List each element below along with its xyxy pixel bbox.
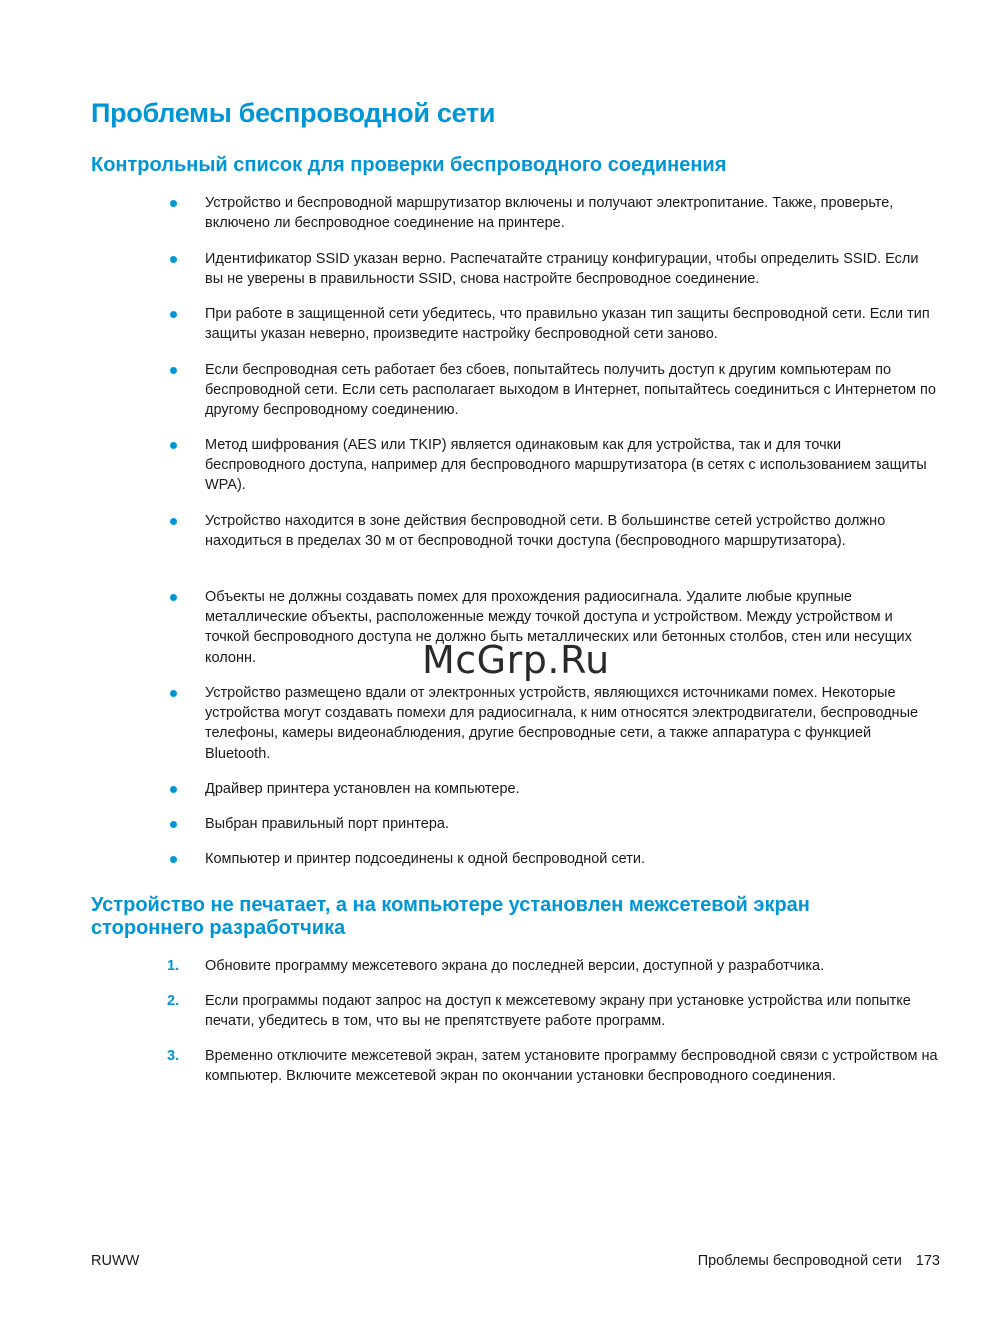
bullet-icon — [170, 200, 177, 207]
list-item-text: Если беспроводная сеть работает без сбоев, попытайтесь получить доступ к другим компьютерам по беспроводной сети. Если сеть располагает выходом в Интернет, попытайтесь соединиться с Интернетом по другому беспроводному соединению. — [205, 362, 936, 419]
list-item-text: Объекты не должны создавать помех для прохождения радиосигнала. Удалите любые крупные металлические объекты, расположенные между точкой доступа и устройством. Между устройством и точкой беспроводного доступа не должно быть металлических или бетонных столбов, стен или несущих колонн. — [205, 589, 912, 666]
bullet-icon — [170, 518, 177, 525]
step-number: 2. — [167, 993, 180, 1009]
list-item-text: Метод шифрования (AES или TKIP) является одинаковым как для устройства, так и для точки беспроводного доступа, например для беспроводного маршрутизатора (в сетях с использованием защиты WPA). — [205, 437, 927, 494]
footer-chapter-title: Проблемы беспроводной сети — [697, 1253, 902, 1269]
bullet-icon — [170, 821, 177, 828]
bullet-icon — [170, 594, 177, 601]
footer-left: RUWW — [91, 1253, 140, 1269]
list-item-text: Компьютер и принтер подсоединены к одной беспроводной сети. — [205, 851, 645, 867]
list-item-text: Устройство и беспроводной маршрутизатор включены и получают электропитание. Также, проверьте, включено ли беспроводное соединение на принтере. — [205, 195, 894, 232]
page-number: 173 — [915, 1253, 940, 1269]
bullet-icon — [170, 690, 177, 697]
list-item-text: Устройство находится в зоне действия беспроводной сети. В большинстве сетей устройство должно находиться в пределах 30 м от беспроводной точки доступа (беспроводного маршрутизатора). — [205, 513, 886, 550]
footer-right — [698, 1253, 940, 1269]
page-title: Проблемы беспроводной сети — [91, 98, 496, 128]
bullet-icon — [170, 786, 177, 793]
list-item-text: Драйвер принтера установлен на компьютере. — [205, 781, 520, 797]
section-heading-checklist: Контрольный список для проверки беспроводного соединения — [91, 154, 727, 176]
section-heading-firewall: Устройство не печатает, а на компьютере установлен межсетевой экран стороннего разработчика — [91, 894, 810, 939]
list-item-text: При работе в защищенной сети убедитесь, что правильно указан тип защиты беспроводной сети. Если тип защиты указан неверно, произведите настройку беспроводной сети заново. — [205, 306, 930, 343]
bullet-icon — [170, 311, 177, 318]
bullet-icon — [170, 856, 177, 863]
step-text: Если программы подают запрос на доступ к межсетевому экрану при установке устройства или попытке печати, убедитесь в том, что вы не препятствуете работе программ. — [205, 993, 911, 1030]
list-item-text: Устройство размещено вдали от электронных устройств, являющихся источниками помех. Некоторые устройства могут создавать помехи для радиосигнала, к ним относятся электродвигатели, беспроводные телефоны, камеры видеонаблюдения, другие беспроводные сети, а также аппаратура с функцией Bluetooth. — [205, 685, 919, 762]
bullet-icon — [170, 442, 177, 449]
list-item-text: Выбран правильный порт принтера. — [205, 816, 449, 832]
step-text: Обновите программу межсетевого экрана до последней версии, доступной у разработчика. — [205, 958, 825, 974]
list-item-text: Идентификатор SSID указан верно. Распечатайте страницу конфигурации, чтобы определить SSID. Если вы не уверены в правильности SSID, снова настройте беспроводное соединение. — [205, 251, 919, 288]
step-text: Временно отключите межсетевой экран, затем установите программу беспроводной связи с устройством на компьютер. Включите межсетевой экран по окончании установки беспроводного соединения. — [205, 1048, 938, 1085]
watermark: McGrp.Ru — [422, 638, 610, 682]
bullet-icon — [170, 367, 177, 374]
step-number: 1. — [167, 958, 180, 974]
bullet-icon — [170, 256, 177, 263]
step-number: 3. — [167, 1048, 180, 1064]
